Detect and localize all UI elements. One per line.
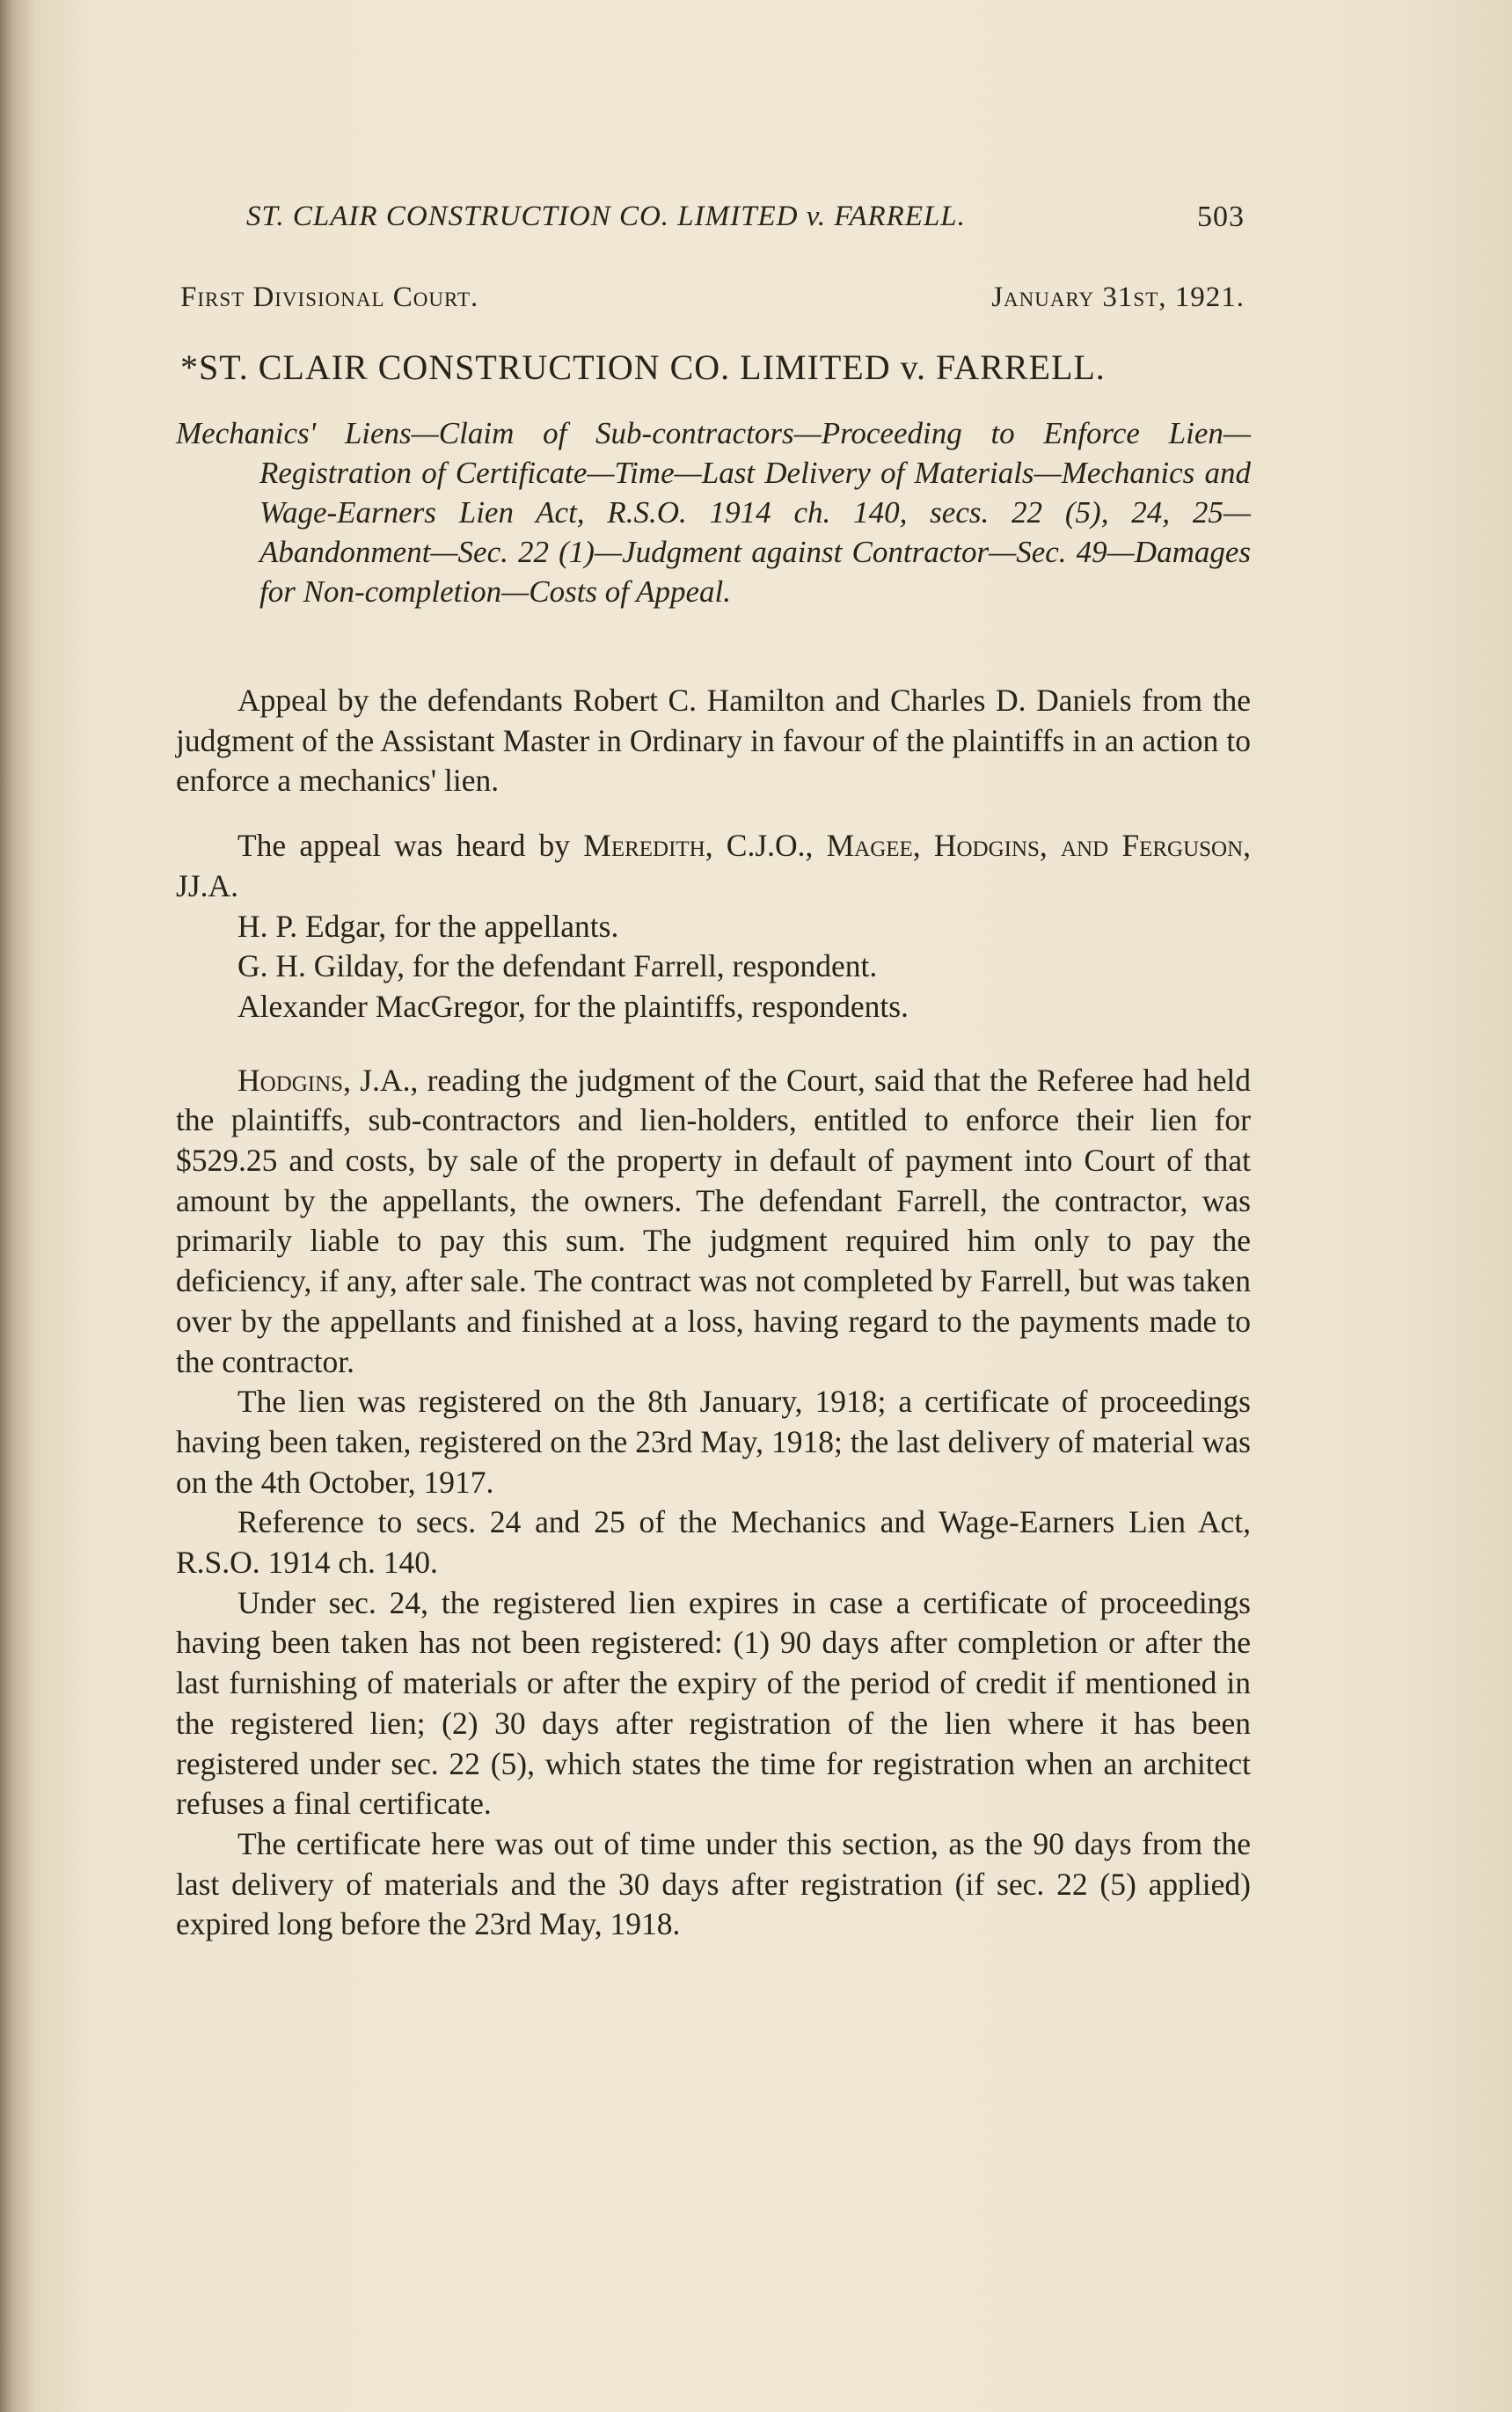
paragraph-reference: Reference to secs. 24 and 25 of the Mechanics and Wage-Earners Lien Act, R.S.O. 1914 ch. 140. — [176, 1504, 1251, 1581]
paragraph-appeal: Appeal by the defendants Robert C. Hamilton and Charles D. Daniels from the judgment of the Assistant Master in Ordinary in favour of the plaintiffs in an action to enforce a mechanics' lien. — [176, 683, 1251, 799]
headnote: Mechanics' Liens—Claim of Sub-contractors—Proceeding to Enforce Lien—Registration of Certificate—Time—Last Delivery of Materials—Mechanics and Wage-Earners Lien Act, R.S.O. 1914 ch. 140, secs. 22 (5), 24, 25—Abandonment—Sec. 22 (1)—Judgment against Contractor—Sec. 49—Damages for Non-completion—Costs of Appeal. — [176, 416, 1251, 609]
judgment-date: January 31st, 1921. — [991, 281, 1245, 313]
bench-lead: The appeal was heard by — [237, 828, 584, 864]
paragraph-out-of-time: The certificate here was out of time under this section, as the 90 days from the last delivery of materials and the 30 days after registration (if sec. 22 (5) applied) expired long before the 23rd May, 1918. — [176, 1825, 1251, 1942]
running-head-title: ST. CLAIR CONSTRUCTION CO. LIMITED v. FARRELL. — [246, 201, 966, 232]
paragraph-sec-24: Under sec. 24, the registered lien expires in case a certificate of proceedings having been taken has not been registered: (1) 90 days after completion or after the last furnishing of materials or after the expiry of the period of credit if mentioned in the registered lien; (2) 30 days after registration of the lien where it has been registered under sec. 22 (5), which states the time for registration when an architect refuses a final certificate. — [176, 1584, 1251, 1822]
running-head — [246, 201, 1245, 233]
judgment-text: , J.A., reading the judgment of the Court, said that the Referee had held the plaintiffs, sub-contractors and lien-holders, entitled to enforce their lien for $529.25 and costs, by sale of the property in default of payment into Court of that amount by the appellants, the owners. The defendant Farrell, the contractor, was primarily liable to pay this sum. The judgment required him only to pay the deficiency, if any, after sale. The contract was not completed by Farrell, but was taken over by the appellants and finished at a loss, having regard to the payments made to the contractor. — [176, 1062, 1251, 1379]
case-title: *ST. CLAIR CONSTRUCTION CO. LIMITED v. FARRELL. — [180, 347, 1106, 387]
bench-judges: Meredith, C.J.O., Magee, Hodgins, and Ferguson, JJ.A. — [176, 828, 1252, 903]
paragraph-judgment — [176, 1061, 1251, 1383]
counsel-plaintiffs: Alexander MacGregor, for the plaintiffs, respondents. — [237, 988, 909, 1024]
paragraph-bench — [176, 826, 1251, 906]
paragraph-registration: The lien was registered on the 8th January, 1918; a certificate of proceedings having been taken, registered on the 23rd May, 1918; the last delivery of material was on the 4th October, 1917. — [176, 1384, 1251, 1500]
counsel-appellants: H. P. Edgar, for the appellants. — [237, 908, 619, 944]
counsel-defendant: G. H. Gilday, for the defendant Farrell, respondent. — [237, 948, 878, 984]
judgment-body — [176, 681, 1251, 1945]
court-name: First Divisional Court. — [180, 281, 479, 313]
court-line — [180, 281, 1245, 314]
judge-name: Hodgins — [237, 1062, 344, 1098]
page-number: 503 — [1197, 201, 1245, 233]
